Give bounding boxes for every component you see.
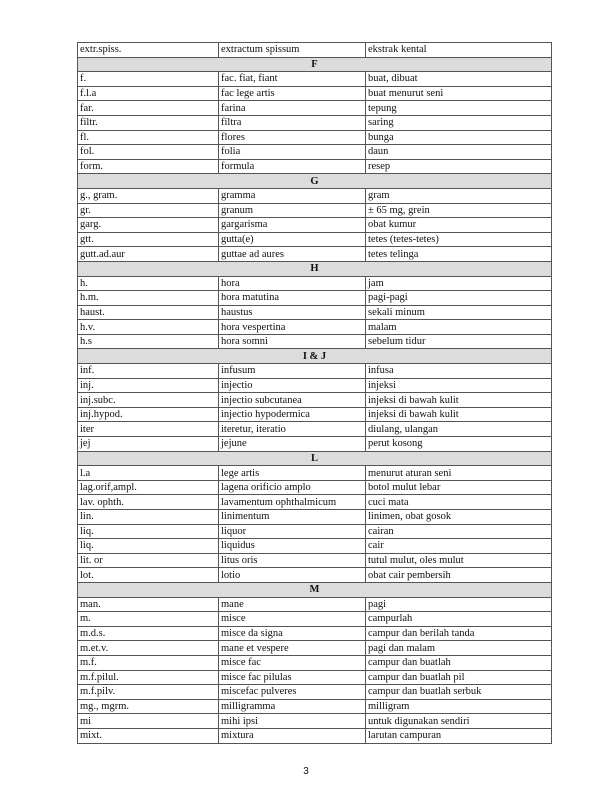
latin-term-cell: misce xyxy=(219,612,366,627)
abbreviation-cell: liq. xyxy=(78,524,219,539)
table-row xyxy=(78,524,552,539)
meaning-cell: buat menurut seni xyxy=(366,86,552,101)
meaning-cell: campur dan buatlah serbuk xyxy=(366,685,552,700)
abbreviation-cell: fol. xyxy=(78,145,219,160)
table-row xyxy=(78,597,552,612)
table-row xyxy=(78,334,552,349)
meaning-cell: pagi dan malam xyxy=(366,641,552,656)
latin-term-cell: gutta(e) xyxy=(219,232,366,247)
abbreviation-cell: gtt. xyxy=(78,232,219,247)
abbreviation-cell: m.f. xyxy=(78,655,219,670)
latin-term-cell: hora somni xyxy=(219,334,366,349)
latin-term-cell: jejune xyxy=(219,437,366,452)
page-number: 3 xyxy=(303,766,309,777)
table-row xyxy=(78,232,552,247)
latin-term-cell: misce fac pilulas xyxy=(219,670,366,685)
table-row xyxy=(78,510,552,525)
abbreviation-cell: m.f.pilv. xyxy=(78,685,219,700)
latin-term-cell: mixtura xyxy=(219,728,366,743)
table-row xyxy=(78,247,552,262)
latin-term-cell: fac. fiat, fiant xyxy=(219,72,366,87)
meaning-cell: ekstrak kental xyxy=(366,43,552,58)
latin-term-cell: filtra xyxy=(219,115,366,130)
abbreviation-cell: g., gram. xyxy=(78,188,219,203)
latin-term-cell: flores xyxy=(219,130,366,145)
latin-term-cell: lotio xyxy=(219,568,366,583)
abbreviation-cell: mixt. xyxy=(78,728,219,743)
table-row xyxy=(78,72,552,87)
abbreviation-cell: inj.subc. xyxy=(78,393,219,408)
latin-term-cell: gramma xyxy=(219,188,366,203)
table-row xyxy=(78,655,552,670)
table-row xyxy=(78,685,552,700)
meaning-cell: bunga xyxy=(366,130,552,145)
meaning-cell: malam xyxy=(366,320,552,335)
table-row xyxy=(78,539,552,554)
meaning-cell: campur dan buatlah pil xyxy=(366,670,552,685)
meaning-cell: buat, dibuat xyxy=(366,72,552,87)
meaning-cell: cuci mata xyxy=(366,495,552,510)
table-row xyxy=(78,305,552,320)
latin-term-cell: liquor xyxy=(219,524,366,539)
latin-term-cell: haustus xyxy=(219,305,366,320)
abbreviation-table xyxy=(77,42,552,744)
table-body xyxy=(78,43,552,744)
meaning-cell: infusa xyxy=(366,364,552,379)
meaning-cell: injeksi xyxy=(366,378,552,393)
meaning-cell: campurlah xyxy=(366,612,552,627)
latin-term-cell: injectio subcutanea xyxy=(219,393,366,408)
latin-term-cell: infusum xyxy=(219,364,366,379)
meaning-cell: untuk digunakan sendiri xyxy=(366,714,552,729)
table-row xyxy=(78,437,552,452)
section-header-row xyxy=(78,174,552,189)
latin-term-cell: litus oris xyxy=(219,553,366,568)
latin-term-cell: mane xyxy=(219,597,366,612)
table-row xyxy=(78,130,552,145)
latin-term-cell: granum xyxy=(219,203,366,218)
latin-term-cell: mihi ipsi xyxy=(219,714,366,729)
abbreviation-cell: extr.spiss. xyxy=(78,43,219,58)
section-letter: F xyxy=(78,57,552,72)
abbreviation-cell: mg., mgrm. xyxy=(78,699,219,714)
meaning-cell: ± 65 mg, grein xyxy=(366,203,552,218)
table-row xyxy=(78,291,552,306)
meaning-cell: pagi xyxy=(366,597,552,612)
meaning-cell: campur dan berilah tanda xyxy=(366,626,552,641)
table-row xyxy=(78,670,552,685)
section-header-row xyxy=(78,582,552,597)
abbreviation-cell: far. xyxy=(78,101,219,116)
abbreviation-cell: f. xyxy=(78,72,219,87)
meaning-cell: sekali minum xyxy=(366,305,552,320)
meaning-cell: larutan campuran xyxy=(366,728,552,743)
abbreviation-cell: inj. xyxy=(78,378,219,393)
abbreviation-cell: iter xyxy=(78,422,219,437)
latin-term-cell: fac lege artis xyxy=(219,86,366,101)
abbreviation-cell: m.f.pilul. xyxy=(78,670,219,685)
abbreviation-cell: form. xyxy=(78,159,219,174)
meaning-cell: injeksi di bawah kulit xyxy=(366,393,552,408)
abbreviation-cell: mi xyxy=(78,714,219,729)
latin-term-cell: formula xyxy=(219,159,366,174)
abbreviation-cell: h.v. xyxy=(78,320,219,335)
meaning-cell: perut kosong xyxy=(366,437,552,452)
section-header-row xyxy=(78,57,552,72)
abbreviation-cell: gutt.ad.aur xyxy=(78,247,219,262)
table-row xyxy=(78,714,552,729)
meaning-cell: botol mulut lebar xyxy=(366,480,552,495)
latin-term-cell: injectio xyxy=(219,378,366,393)
section-header-row xyxy=(78,261,552,276)
abbreviation-cell: l.a xyxy=(78,466,219,481)
latin-term-cell: folia xyxy=(219,145,366,160)
meaning-cell: milligram xyxy=(366,699,552,714)
latin-term-cell: hora xyxy=(219,276,366,291)
abbreviation-cell: lot. xyxy=(78,568,219,583)
table-row xyxy=(78,393,552,408)
latin-term-cell: lagena orificio amplo xyxy=(219,480,366,495)
latin-term-cell: gargarisma xyxy=(219,218,366,233)
latin-term-cell: hora matutina xyxy=(219,291,366,306)
abbreviation-cell: m. xyxy=(78,612,219,627)
abbreviation-cell: h.s xyxy=(78,334,219,349)
table-row xyxy=(78,203,552,218)
meaning-cell: obat kumur xyxy=(366,218,552,233)
meaning-cell: gram xyxy=(366,188,552,203)
table-row xyxy=(78,276,552,291)
table-row xyxy=(78,218,552,233)
latin-term-cell: extractum spissum xyxy=(219,43,366,58)
abbreviation-cell: f.l.a xyxy=(78,86,219,101)
table-row xyxy=(78,43,552,58)
latin-term-cell: misce fac xyxy=(219,655,366,670)
meaning-cell: campur dan buatlah xyxy=(366,655,552,670)
meaning-cell: resep xyxy=(366,159,552,174)
meaning-cell: pagi-pagi xyxy=(366,291,552,306)
latin-term-cell: injectio hypodermica xyxy=(219,407,366,422)
latin-term-cell: mane et vespere xyxy=(219,641,366,656)
latin-term-cell: iteretur, iteratio xyxy=(219,422,366,437)
latin-term-cell: farina xyxy=(219,101,366,116)
abbreviation-cell: h.m. xyxy=(78,291,219,306)
meaning-cell: linimen, obat gosok xyxy=(366,510,552,525)
meaning-cell: tetes telinga xyxy=(366,247,552,262)
table-row xyxy=(78,641,552,656)
table-row xyxy=(78,86,552,101)
meaning-cell: obat cair pembersih xyxy=(366,568,552,583)
section-letter: I & J xyxy=(78,349,552,364)
table-row xyxy=(78,612,552,627)
abbreviation-cell: m.et.v. xyxy=(78,641,219,656)
table-row xyxy=(78,626,552,641)
section-letter: L xyxy=(78,451,552,466)
table-row xyxy=(78,378,552,393)
section-letter: H xyxy=(78,261,552,276)
abbreviation-cell: haust. xyxy=(78,305,219,320)
abbreviation-cell: lit. or xyxy=(78,553,219,568)
latin-term-cell: lavamentum ophthalmicum xyxy=(219,495,366,510)
table-row xyxy=(78,320,552,335)
table-row xyxy=(78,188,552,203)
meaning-cell: tutul mulut, oles mulut xyxy=(366,553,552,568)
abbreviation-cell: h. xyxy=(78,276,219,291)
table-row xyxy=(78,422,552,437)
abbreviation-cell: lin. xyxy=(78,510,219,525)
table-row xyxy=(78,364,552,379)
latin-term-cell: hora vespertina xyxy=(219,320,366,335)
abbreviation-cell: filtr. xyxy=(78,115,219,130)
latin-term-cell: milligramma xyxy=(219,699,366,714)
table-row xyxy=(78,495,552,510)
section-letter: M xyxy=(78,582,552,597)
section-header-row xyxy=(78,349,552,364)
meaning-cell: daun xyxy=(366,145,552,160)
latin-term-cell: miscefac pulveres xyxy=(219,685,366,700)
abbreviation-cell: inf. xyxy=(78,364,219,379)
section-letter: G xyxy=(78,174,552,189)
table-row xyxy=(78,407,552,422)
table-row xyxy=(78,568,552,583)
meaning-cell: cair xyxy=(366,539,552,554)
meaning-cell: diulang, ulangan xyxy=(366,422,552,437)
latin-term-cell: lege artis xyxy=(219,466,366,481)
abbreviation-cell: gr. xyxy=(78,203,219,218)
abbreviation-cell: inj.hypod. xyxy=(78,407,219,422)
meaning-cell: tetes (tetes-tetes) xyxy=(366,232,552,247)
table-row xyxy=(78,159,552,174)
meaning-cell: saring xyxy=(366,115,552,130)
table-row xyxy=(78,101,552,116)
meaning-cell: tepung xyxy=(366,101,552,116)
abbreviation-cell: m.d.s. xyxy=(78,626,219,641)
abbreviation-cell: fl. xyxy=(78,130,219,145)
table-row xyxy=(78,728,552,743)
abbreviation-cell: lag.orif,ampl. xyxy=(78,480,219,495)
latin-term-cell: linimentum xyxy=(219,510,366,525)
meaning-cell: sebelum tidur xyxy=(366,334,552,349)
latin-term-cell: misce da signa xyxy=(219,626,366,641)
latin-term-cell: guttae ad aures xyxy=(219,247,366,262)
table-row xyxy=(78,115,552,130)
abbreviation-cell: jej xyxy=(78,437,219,452)
abbreviation-cell: garg. xyxy=(78,218,219,233)
table-row xyxy=(78,466,552,481)
meaning-cell: injeksi di bawah kulit xyxy=(366,407,552,422)
table-row xyxy=(78,480,552,495)
table-row xyxy=(78,145,552,160)
abbreviation-cell: liq. xyxy=(78,539,219,554)
abbreviation-cell: lav. ophth. xyxy=(78,495,219,510)
meaning-cell: jam xyxy=(366,276,552,291)
table-row xyxy=(78,699,552,714)
latin-term-cell: liquidus xyxy=(219,539,366,554)
meaning-cell: menurut aturan seni xyxy=(366,466,552,481)
table-row xyxy=(78,553,552,568)
section-header-row xyxy=(78,451,552,466)
abbreviation-cell: man. xyxy=(78,597,219,612)
meaning-cell: cairan xyxy=(366,524,552,539)
